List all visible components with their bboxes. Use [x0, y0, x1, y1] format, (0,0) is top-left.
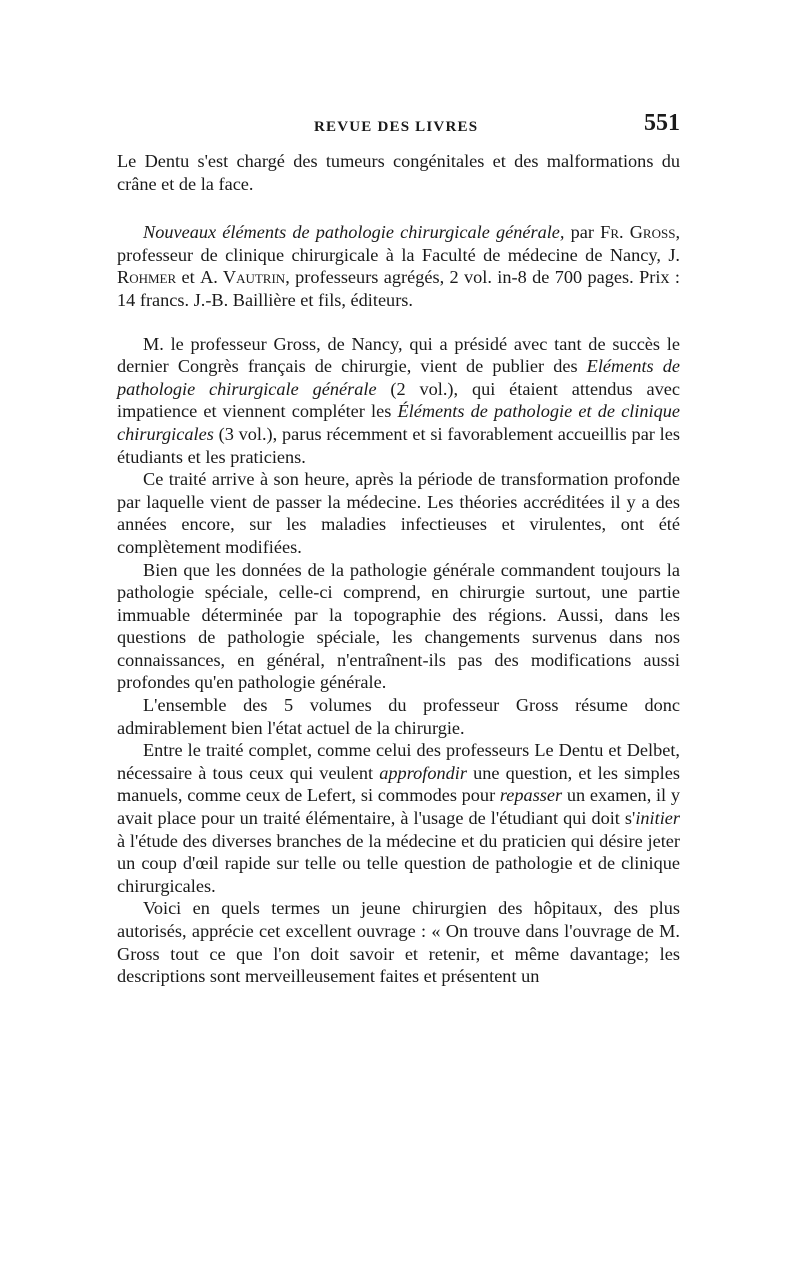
paragraph-text: à l'étude des diverses branches de la médecine et du praticien qui désire jeter un coup d'œil rapide sur telle ou telle question de pathologie et de clinique chirurgicales.: [117, 830, 680, 896]
author-name: A. Vautrin: [200, 267, 286, 288]
paragraph-text: Entre le traité complet, comme celui des professeurs Le Dentu et Delbet, nécessaire à tous ceux qui veulent: [117, 740, 680, 783]
italic-word: approfondir: [379, 762, 467, 783]
author-name: Fr. Gross: [600, 222, 676, 243]
italic-word: repasser: [499, 785, 563, 806]
italic-title: Éléments de pathologie et de clinique chirurgicales: [117, 401, 680, 444]
italic-title: Eléments de pathologie chirurgicale générale: [117, 356, 680, 399]
paragraph-text: M. le professeur Gross, de Nancy, qui a présidé avec tant de succès le dernier Congrès français de chirurgie, vient de publier des: [117, 333, 680, 377]
citation-text: , professeur de clinique chirurgicale à la Faculté de médecine de Nancy,: [117, 222, 681, 265]
paragraph-ensemble: L'ensemble des 5 volumes du professeur Gross résume donc admirablement bien l'état actuel de la chirurgie.: [117, 695, 680, 738]
body-text: [117, 150, 680, 988]
author-name: J. Rohmer: [117, 244, 680, 288]
running-title: REVUE DES LIVRES: [314, 119, 479, 135]
book-citation: [117, 221, 680, 311]
paragraph-traite: Ce traité arrive à son heure, après la période de transformation profonde par laquelle vient de passer la médecine. Les théories accréditées il y a des années encore, sur les maladies infectieuses et virulentes, ont été complètement modifiées.: [117, 469, 680, 557]
paragraph-gross: [117, 333, 680, 469]
book-title: Nouveaux éléments de pathologie chirurgicale générale,: [143, 222, 565, 243]
paragraph-text: (3 vol.), parus récemment et si favorablement accueillis par les étudiants et les praticiens.: [117, 423, 680, 467]
page-header: [117, 110, 680, 144]
citation-text: , professeurs agrégés, 2 vol. in-8 de 700 pages. Prix : 14 francs. J.-B. Baillière et fils, éditeurs.: [117, 267, 680, 310]
citation-text: par: [564, 222, 601, 243]
paragraph-text: (2 vol.), qui étaient attendus avec impatience et viennent compléter les: [117, 378, 680, 422]
citation-text: et: [176, 267, 201, 288]
intro-paragraph: Le Dentu s'est chargé des tumeurs congénitales et des malformations du crâne et de la face.: [117, 151, 680, 194]
page-number: 551: [644, 110, 680, 136]
paragraph-text: un examen, il y avait place pour un traité élémentaire, à l'usage de l'étudiant qui doit s': [117, 785, 680, 829]
paragraph-voici: Voici en quels termes un jeune chirurgien des hôpitaux, des plus autorisés, apprécie cet excellent ouvrage : « On trouve dans l'ouvrage de M. Gross tout ce que l'on doit savoir et retenir, et même davantage; les descriptions sont merveilleusement faites et présentent un: [117, 898, 680, 987]
paragraph-entre: [117, 739, 680, 897]
paragraph-text: une question, et les simples manuels, comme ceux de Lefert, si commodes pour: [117, 762, 680, 806]
italic-word: initier: [635, 808, 680, 829]
paragraph-bien: Bien que les données de la pathologie générale commandent toujours la pathologie spéciale, celle-ci comprend, en chirurgie surtout, une partie immuable déterminée par la topographie des régions. Aussi, dans les questions de pathologie spéciale, les changements survenus dans nos connaissances, en général, n'entraînent-ils pas des modifications aussi profondes qu'en pathologie générale.: [117, 559, 680, 693]
